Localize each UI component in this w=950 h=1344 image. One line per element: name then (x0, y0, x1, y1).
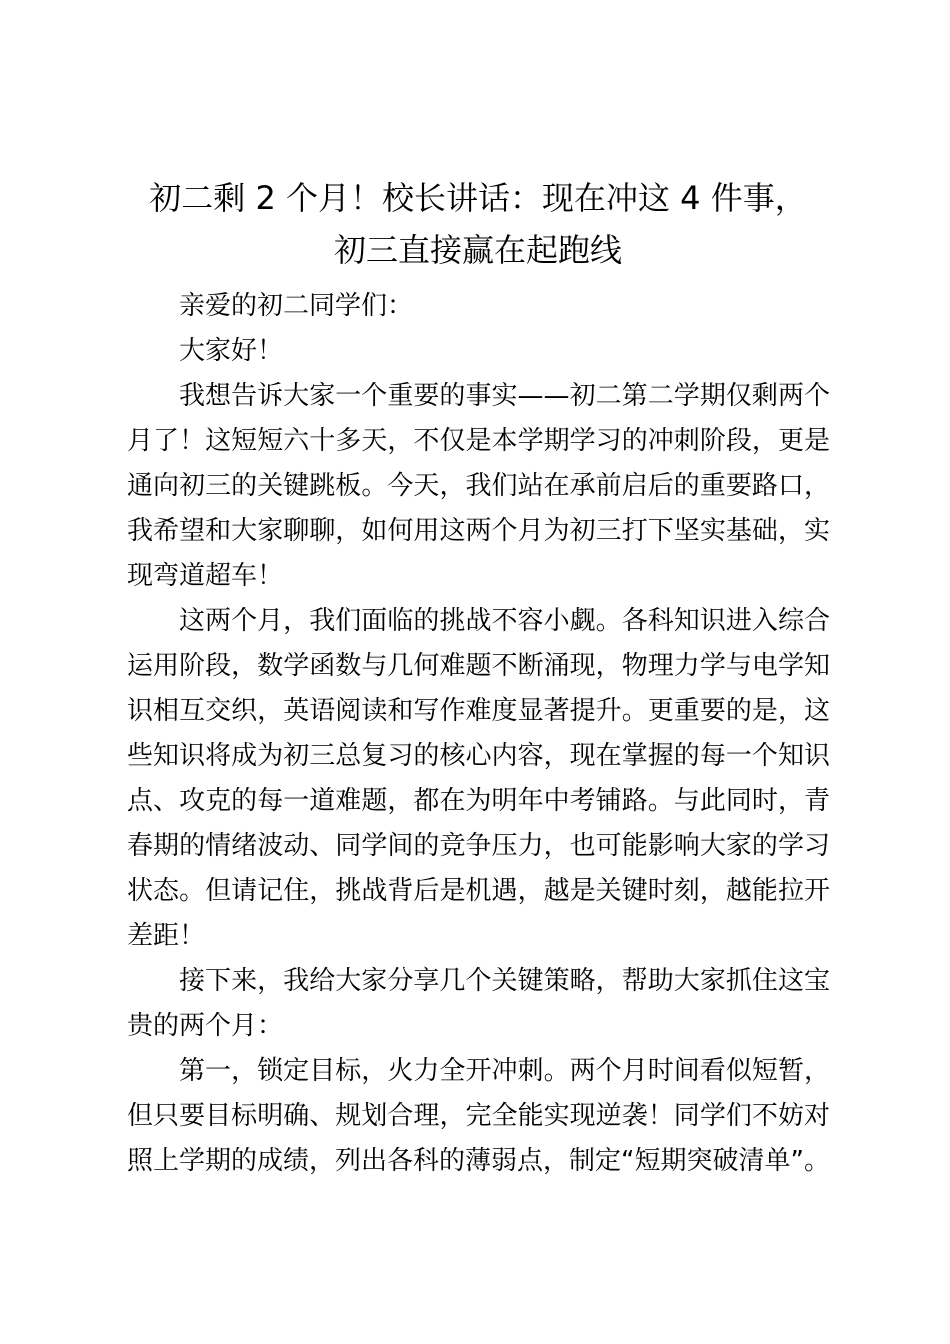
title-line-1: 初二剩 2 个月！校长讲话：现在冲这 4 件事， (149, 179, 807, 217)
paragraph-strategies-intro: 接下来，我给大家分享几个关键策略，帮助大家抓住这宝贵的两个月： (127, 966, 830, 1041)
document-page (127, 172, 830, 1184)
salutation: 亲爱的初二同学们： (179, 291, 414, 321)
document-title (98, 172, 858, 276)
title-line-2: 初三直接赢在起跑线 (333, 231, 622, 269)
paragraph-challenges: 这两个月，我们面临的挑战不容小觑。各科知识进入综合运用阶段，数学函数与几何难题不断涌现，物理力学与电学知识相互交织，英语阅读和写作难度显著提升。更重要的是，这些知识将成为初三总复习的核心内容，现在掌握的每一个知识点、攻克的每一道难题，都在为明年中考铺路。与此同时，青春期的情绪波动、同学间的竞争压力，也可能影响大家的学习状态。但请记住，挑战背后是机遇，越是关键时刻，越能拉开差距！ (127, 606, 830, 951)
document-body (127, 284, 830, 1184)
greeting: 大家好！ (179, 336, 284, 366)
paragraph-strategy-one: 第一，锁定目标，火力全开冲刺。两个月时间看似短暂，但只要目标明确、规划合理，完全能实现逆袭！同学们不妨对照上学期的成绩，列出各科的薄弱点，制定“短期突破清单”。 (127, 1056, 830, 1176)
paragraph-intro: 我想告诉大家一个重要的事实——初二第二学期仅剩两个月了！这短短六十多天，不仅是本学期学习的冲刺阶段，更是通向初三的关键跳板。今天，我们站在承前启后的重要路口，我希望和大家聊聊，如何用这两个月为初三打下坚实基础，实现弯道超车！ (127, 381, 830, 591)
